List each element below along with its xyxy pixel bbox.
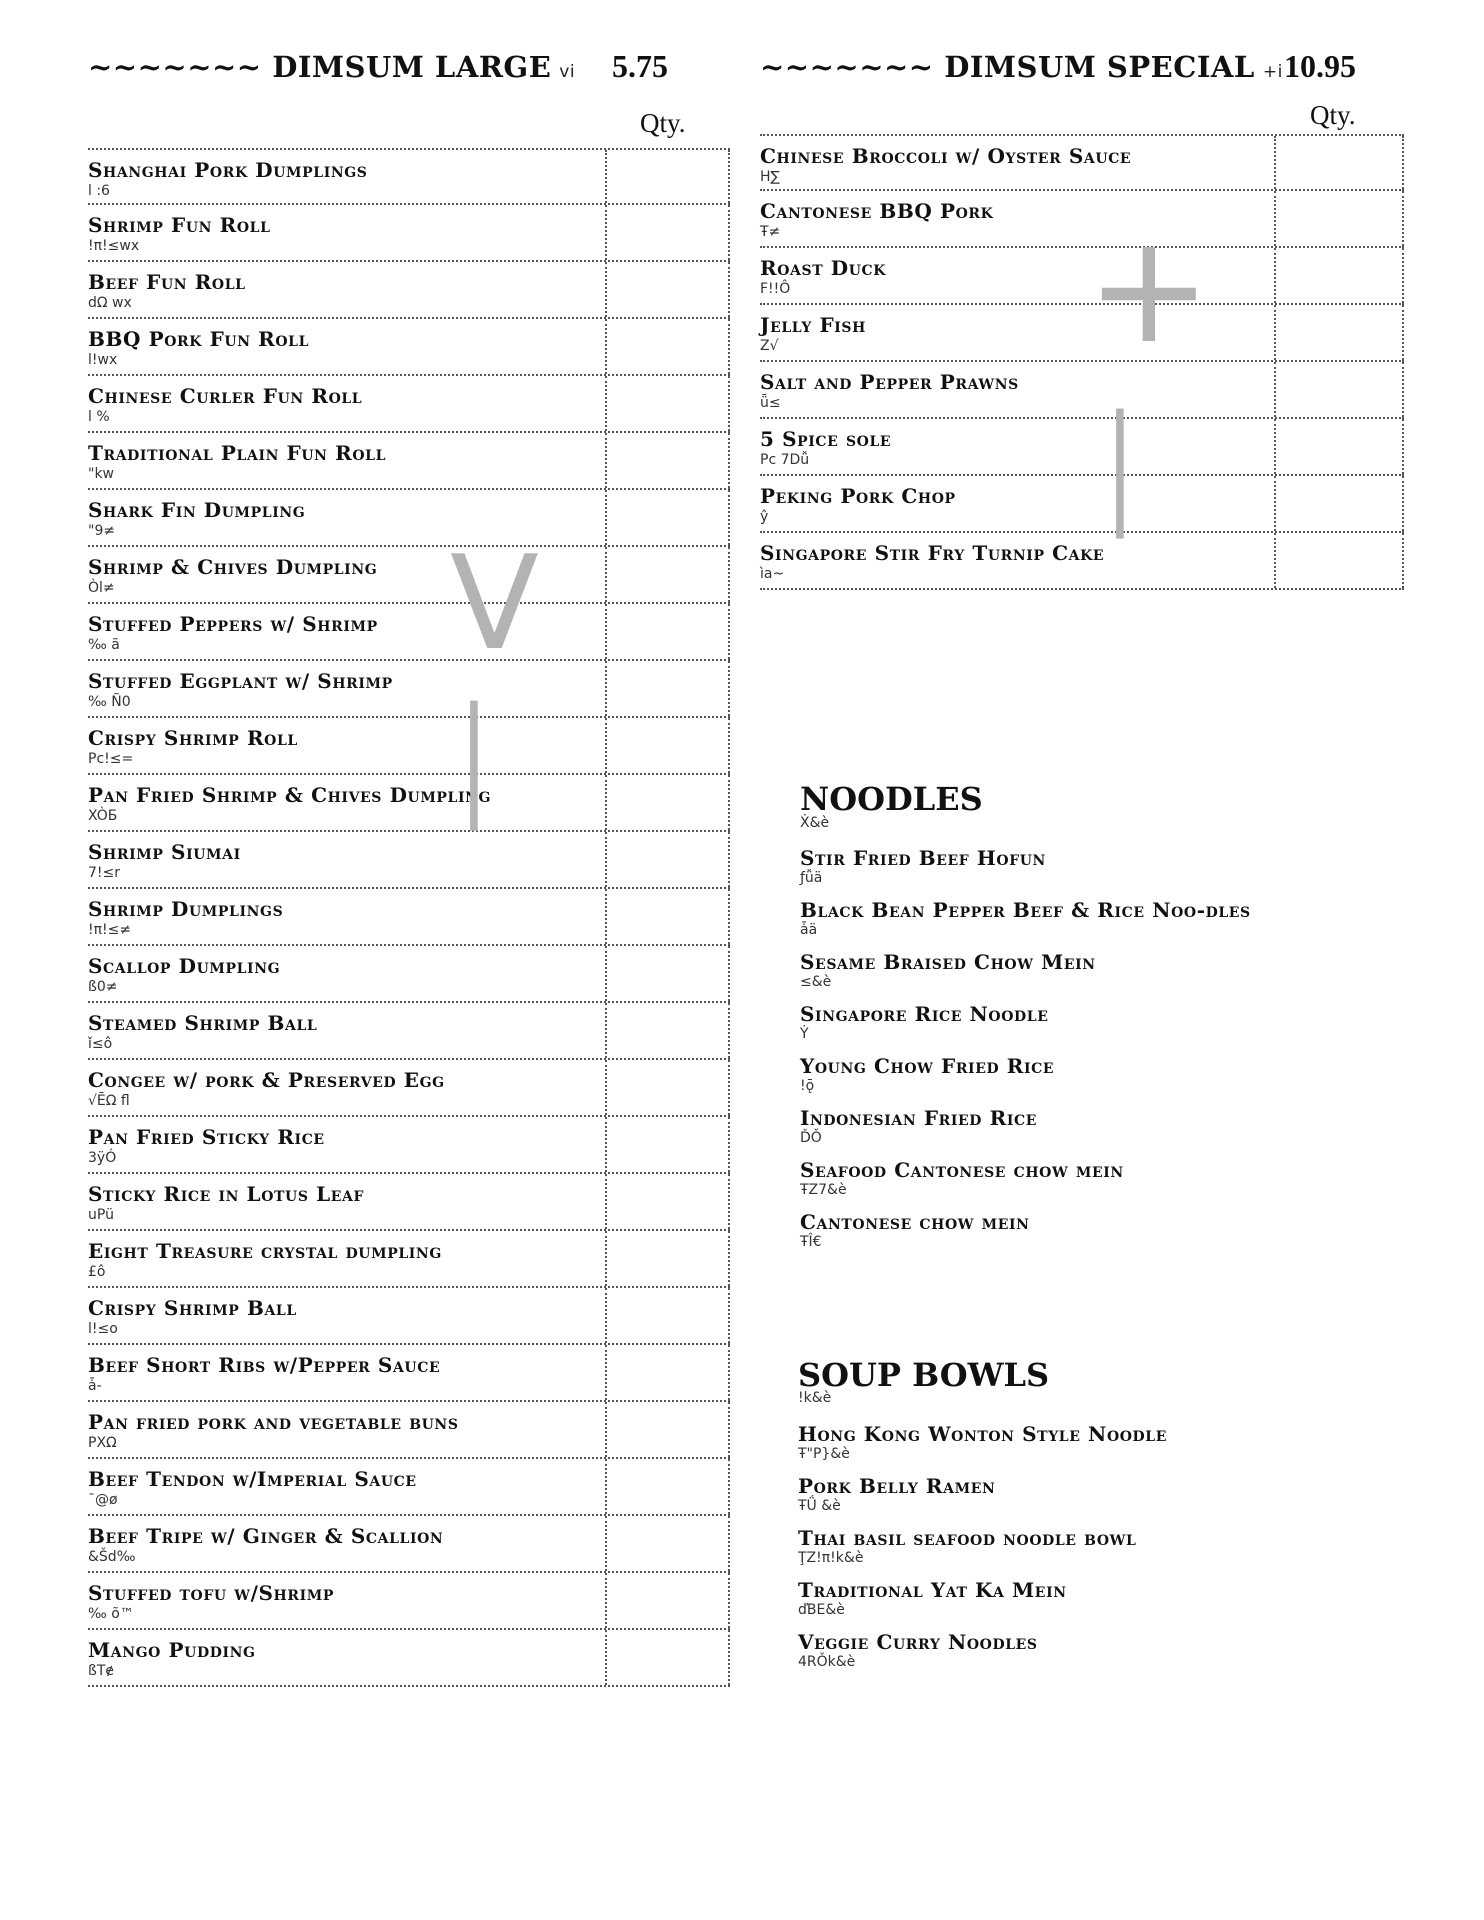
large-dimsum-item-name: Sticky Rice in Lotus Leaf [88,1182,365,1206]
noodles-list-item [800,1108,1280,1147]
noodles-list-item [800,1056,1280,1095]
large-dimsum-qty-cell[interactable] [605,547,730,602]
large-dimsum-qty-cell[interactable] [605,376,730,431]
large-dimsum-item-name: Congee w/ pork & Preserved Egg [88,1068,445,1092]
large-dimsum-item-subtext: l :6 [88,183,110,199]
special-dimsum-item-name: Chinese Broccoli w/ Oyster Sauce [760,144,1132,168]
large-dimsum-item-name: Crispy Shrimp Ball [88,1296,297,1320]
special-dimsum-item-name: Salt and Pepper Prawns [760,370,1019,394]
large-dimsum-qty-cell[interactable] [605,205,730,260]
special-dimsum-row [760,305,1404,362]
soup-list-item [798,1632,1318,1671]
large-dimsum-item-subtext: £ô [88,1264,106,1280]
soup-item-name: Hong Kong Wonton Style Noodle [798,1422,1167,1446]
large-dimsum-row [88,1573,730,1630]
large-dimsum-item-subtext: dΩ wx [88,295,132,311]
large-dimsum-row [88,376,730,433]
noodles-item-subtext: ǡä [800,922,818,938]
noodles-list-item [800,1004,1280,1043]
soup-list-item [798,1424,1318,1463]
dimsum-large-table [88,148,730,1687]
noodles-item-subtext: ŦZ7&è [800,1182,847,1198]
large-dimsum-item-name: Scallop Dumpling [88,954,281,978]
large-dimsum-item-name: Shrimp & Chives Dumpling [88,555,378,579]
large-dimsum-qty-cell[interactable] [605,1117,730,1172]
large-dimsum-item-subtext: l % [88,409,110,425]
special-dimsum-row [760,248,1404,305]
noodles-item-name: Stir Fried Beef Hofun [800,846,1046,870]
large-dimsum-item-name: Crispy Shrimp Roll [88,726,298,750]
large-dimsum-qty-cell[interactable] [605,661,730,716]
special-dimsum-row [760,191,1404,248]
large-dimsum-item-name: Shark Fin Dumpling [88,498,306,522]
noodles-item-name: Sesame Braised Chow Mein [800,950,1096,974]
soup-bowls-title: SOUP BOWLS [798,1356,1050,1394]
noodles-item-name: Singapore Rice Noodle [800,1002,1049,1026]
large-dimsum-row [88,1117,730,1174]
large-dimsum-row [88,604,730,661]
large-dimsum-item-name: Beef Tendon w/Imperial Sauce [88,1467,417,1491]
large-dimsum-item-name: Mango Pudding [88,1638,256,1662]
large-dimsum-qty-cell[interactable] [605,946,730,1001]
noodles-list-item [800,1212,1280,1251]
noodles-item-name: Cantonese chow mein [800,1210,1030,1234]
soup-bowls-list [798,1424,1318,1684]
noodles-list-item [800,1160,1280,1199]
special-dimsum-qty-cell[interactable] [1274,191,1404,246]
large-dimsum-item-subtext: 7!≤r [88,865,121,881]
soup-item-name: Pork Belly Ramen [798,1474,996,1498]
noodles-item-subtext: ŦÎ€ [800,1234,822,1250]
dimsum-special-suffix: +i [1262,62,1283,82]
large-dimsum-item-subtext: XÒБ [88,808,118,824]
noodles-subtitle: Ẋ&è [800,815,830,831]
noodles-list-item [800,952,1280,991]
large-dimsum-qty-cell[interactable] [605,150,730,203]
large-dimsum-item-name: Shanghai Pork Dumplings [88,158,368,182]
large-dimsum-qty-cell[interactable] [605,490,730,545]
large-dimsum-row [88,1003,730,1060]
special-dimsum-qty-cell[interactable] [1274,248,1404,303]
special-dimsum-qty-cell[interactable] [1274,305,1404,360]
soup-list-item [798,1528,1318,1567]
large-dimsum-item-name: Shrimp Dumplings [88,897,284,921]
large-dimsum-row [88,1345,730,1402]
large-dimsum-item-name: Traditional Plain Fun Roll [88,441,387,465]
noodles-list-item [800,848,1280,887]
large-dimsum-item-name: Stuffed Peppers w/ Shrimp [88,612,378,636]
special-dimsum-item-name: Cantonese BBQ Pork [760,199,994,223]
large-dimsum-row [88,1516,730,1573]
noodles-item-name: Young Chow Fried Rice [800,1054,1055,1078]
large-dimsum-item-subtext: ‰ õ™ [88,1606,134,1622]
soup-item-subtext: ďBE&è [798,1602,845,1618]
large-dimsum-row [88,433,730,490]
noodles-list [800,848,1280,1264]
large-dimsum-qty-cell[interactable] [605,433,730,488]
large-dimsum-row [88,832,730,889]
special-dimsum-row [760,134,1404,191]
soup-list-item [798,1476,1318,1515]
large-dimsum-item-subtext: "9≠ [88,523,116,539]
dimsum-special-price: 10.95 [1284,48,1356,84]
special-dimsum-item-subtext: Pc 7Dǚ [760,452,810,468]
soup-item-subtext: 4RǑk&è [798,1654,856,1670]
large-dimsum-qty-cell[interactable] [605,832,730,887]
special-dimsum-item-name: Jelly Fish [760,313,866,337]
large-dimsum-row [88,205,730,262]
large-dimsum-row [88,1402,730,1459]
dimsum-large-suffix: vi [559,62,576,82]
large-dimsum-item-subtext: PXΩ [88,1435,117,1451]
noodles-item-subtext: ĎǑ [800,1130,822,1146]
large-dimsum-item-name: Pan Fried Sticky Rice [88,1125,325,1149]
large-dimsum-row [88,661,730,718]
special-dimsum-qty-cell[interactable] [1274,476,1404,531]
special-dimsum-item-subtext: ŷ [760,509,769,525]
large-dimsum-item-name: Shrimp Siumai [88,840,241,864]
large-dimsum-row [88,718,730,775]
large-dimsum-item-subtext: Òl≠ [88,580,115,596]
large-dimsum-qty-cell[interactable] [605,1459,730,1514]
large-dimsum-row [88,547,730,604]
large-dimsum-row [88,775,730,832]
noodles-item-subtext: !ǭ [800,1078,815,1094]
large-dimsum-row [88,1459,730,1516]
large-dimsum-qty-cell[interactable] [605,1630,730,1685]
special-dimsum-item-subtext: F!!Ô [760,281,791,297]
noodles-item-subtext: ≤&è [800,974,832,990]
large-dimsum-item-subtext: ‰ ã [88,637,120,653]
watermark-right-bar-glyph: | [1104,387,1136,539]
dimsum-special-table [760,134,1404,590]
large-dimsum-item-subtext: Pc!≤= [88,751,134,767]
soup-list-item [798,1580,1318,1619]
dimsum-large-title: ~~~~~~~ DIMSUM LARGE [88,50,552,84]
large-dimsum-item-name: Stuffed tofu w/Shrimp [88,1581,334,1605]
special-dimsum-item-subtext: ǖ≤ [760,395,781,411]
large-dimsum-item-subtext: l!wx [88,352,118,368]
large-dimsum-item-name: Beef Tripe w/ Ginger & Scallion [88,1524,444,1548]
large-dimsum-item-name: Beef Short Ribs w/Pepper Sauce [88,1353,441,1377]
special-dimsum-qty-cell[interactable] [1274,419,1404,474]
large-dimsum-item-subtext: √ĒΩ fl [88,1093,130,1109]
large-dimsum-qty-cell[interactable] [605,604,730,659]
large-dimsum-row [88,1630,730,1687]
large-dimsum-qty-cell[interactable] [605,1060,730,1115]
noodles-item-subtext: ƒǚä [800,870,823,886]
noodles-item-subtext: Ẏ [800,1026,809,1042]
soup-item-subtext: Ŧ"P}&è [798,1446,850,1462]
large-dimsum-row [88,1060,730,1117]
soup-item-subtext: ŢZ!π!k&è [798,1550,864,1566]
special-dimsum-row [760,419,1404,476]
special-dimsum-item-name: Roast Duck [760,256,887,280]
large-dimsum-qty-cell[interactable] [605,319,730,374]
large-dimsum-row [88,148,730,205]
large-dimsum-qty-cell[interactable] [605,889,730,944]
soup-item-name: Thai basil seafood noodle bowl [798,1526,1137,1550]
large-dimsum-item-subtext: ǡ- [88,1378,102,1394]
dimsum-special-qty-label: Qty. [1310,100,1356,130]
special-dimsum-row [760,533,1404,590]
dimsum-special-heading [760,50,1283,84]
large-dimsum-item-subtext: ǐ≤ô [88,1036,113,1052]
large-dimsum-item-subtext: "kw [88,466,114,482]
soup-item-subtext: ŦǗ &è [798,1498,841,1514]
large-dimsum-item-subtext: ‰ Ñ0 [88,694,131,710]
large-dimsum-item-subtext: !π!≤≠ [88,922,132,938]
large-dimsum-item-name: Chinese Curler Fun Roll [88,384,363,408]
large-dimsum-row [88,1288,730,1345]
large-dimsum-qty-cell[interactable] [605,718,730,773]
watermark-plus-glyph: + [1086,203,1212,377]
watermark-v-glyph: V [450,527,539,679]
large-dimsum-qty-cell[interactable] [605,1231,730,1286]
soup-item-name: Traditional Yat Ka Mein [798,1578,1067,1602]
large-dimsum-item-name: Pan Fried Shrimp & Chives Dumpling [88,783,492,807]
watermark-left-bar-glyph: | [458,679,490,831]
large-dimsum-qty-cell[interactable] [605,1516,730,1571]
special-dimsum-qty-cell[interactable] [1274,136,1404,189]
large-dimsum-item-name: Stuffed Eggplant w/ Shrimp [88,669,393,693]
large-dimsum-item-name: BBQ Pork Fun Roll [88,327,310,351]
large-dimsum-qty-cell[interactable] [605,1174,730,1229]
dimsum-special-title: ~~~~~~~ DIMSUM SPECIAL [760,50,1255,84]
special-dimsum-item-subtext: Ŧ≠ [760,224,781,240]
large-dimsum-row [88,1231,730,1288]
large-dimsum-item-subtext: ˉ@ø [88,1492,118,1508]
large-dimsum-qty-cell[interactable] [605,1288,730,1343]
large-dimsum-row [88,889,730,946]
large-dimsum-qty-cell[interactable] [605,1345,730,1400]
large-dimsum-qty-cell[interactable] [605,1573,730,1628]
large-dimsum-item-subtext: !π!≤wx [88,238,140,254]
large-dimsum-item-name: Shrimp Fun Roll [88,213,271,237]
dimsum-large-qty-label: Qty. [640,108,686,138]
large-dimsum-qty-cell[interactable] [605,1003,730,1058]
special-dimsum-item-subtext: H∑ [760,169,780,185]
large-dimsum-row [88,1174,730,1231]
large-dimsum-item-name: Eight Treasure crystal dumpling [88,1239,442,1263]
special-dimsum-item-subtext: ìa~ [760,566,785,582]
special-dimsum-item-name: Singapore Stir Fry Turnip Cake [760,541,1105,565]
large-dimsum-item-name: Steamed Shrimp Ball [88,1011,318,1035]
dimsum-large-heading [88,50,575,84]
large-dimsum-item-subtext: l!≤o [88,1321,118,1337]
noodles-item-name: Seafood Cantonese chow mein [800,1158,1124,1182]
special-dimsum-item-name: 5 Spice sole [760,427,892,451]
large-dimsum-qty-cell[interactable] [605,1402,730,1457]
special-dimsum-row [760,362,1404,419]
dimsum-large-price: 5.75 [612,48,668,84]
large-dimsum-item-subtext: 3ÿÓ [88,1150,117,1166]
special-dimsum-qty-cell[interactable] [1274,362,1404,417]
large-dimsum-item-subtext: ßTɇ [88,1663,114,1679]
large-dimsum-qty-cell[interactable] [605,775,730,830]
large-dimsum-qty-cell[interactable] [605,262,730,317]
soup-item-name: Veggie Curry Noodles [798,1630,1038,1654]
special-dimsum-item-subtext: Z√ [760,338,779,354]
noodles-item-name: Black Bean Pepper Beef & Rice Noo-dles [800,898,1251,922]
large-dimsum-item-subtext: ß0≠ [88,979,118,995]
noodles-list-item [800,900,1280,939]
special-dimsum-qty-cell[interactable] [1274,533,1404,588]
special-dimsum-row [760,476,1404,533]
large-dimsum-row [88,946,730,1003]
large-dimsum-row [88,262,730,319]
large-dimsum-item-name: Pan fried pork and vegetable buns [88,1410,459,1434]
large-dimsum-item-name: Beef Fun Roll [88,270,246,294]
noodles-item-name: Indonesian Fried Rice [800,1106,1037,1130]
soup-bowls-subtitle: !k&è [798,1390,832,1406]
special-dimsum-item-name: Peking Pork Chop [760,484,956,508]
noodles-title: NOODLES [800,780,983,818]
large-dimsum-item-subtext: &Šd‰ [88,1549,136,1565]
large-dimsum-row [88,490,730,547]
large-dimsum-item-subtext: uPü [88,1207,114,1223]
large-dimsum-row [88,319,730,376]
